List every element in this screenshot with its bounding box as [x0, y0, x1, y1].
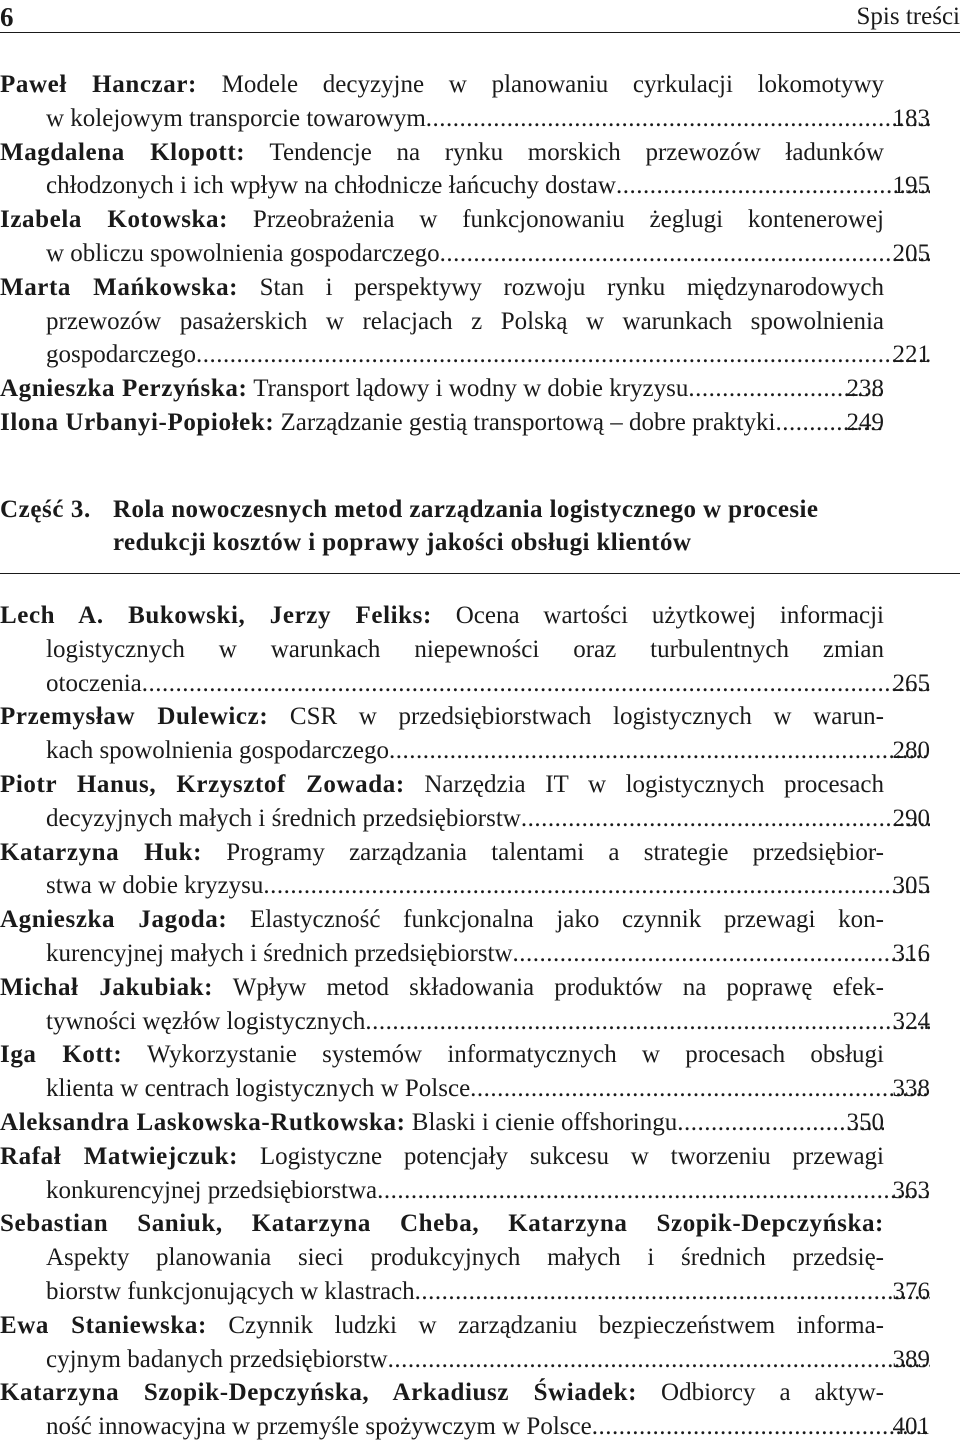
toc-entry-line	[0, 1072, 930, 1106]
entry-author: Rafał Matwiejczuk:	[0, 1142, 239, 1170]
leader-dots	[365, 1005, 930, 1039]
entry-title: w kolejowym transporcie towarowym	[46, 104, 426, 132]
leader-dots	[263, 869, 930, 903]
toc-entry[interactable]	[0, 599, 960, 700]
entry-page-number: 305	[892, 872, 930, 900]
entry-title: tywności węzłów logistycznych	[46, 1007, 366, 1035]
toc-entry[interactable]	[0, 903, 960, 971]
entry-author: Lech A. Bukowski, Jerzy Feliks:	[0, 602, 432, 629]
entry-title: Narzędzia IT w logistycznych procesach	[404, 770, 884, 798]
entry-page-number: 205	[892, 239, 930, 267]
entry-author: Katarzyna Huk:	[0, 838, 203, 866]
toc-entry-line	[0, 102, 930, 136]
entry-title: kach spowolnienia gospodarczego	[46, 737, 389, 765]
entry-page-number: 376	[892, 1277, 930, 1305]
toc-entry[interactable]	[0, 836, 960, 904]
entry-title: ność innowacyjna w przemyśle spożywczym w Polsce	[46, 1413, 592, 1441]
header-rule	[0, 32, 960, 33]
entry-author: Izabela Kotowska:	[0, 206, 229, 234]
entry-title: w obliczu spowolnienia gospodarczego	[46, 239, 440, 267]
toc-entry-line	[0, 633, 884, 667]
entry-page-number: 195	[892, 172, 930, 200]
toc-entry-line	[0, 734, 930, 768]
entry-title: Blaski i cienie offshoringu	[405, 1108, 678, 1136]
entry-title: stwa w dobie kryzysu	[46, 872, 264, 900]
part-label: Część 3.	[0, 496, 91, 523]
entry-title: Programy zarządzania talentami a strategie przedsiębior-	[202, 838, 884, 866]
entry-author: Marta Mańkowska:	[0, 273, 239, 301]
entry-author: Agnieszka Jagoda:	[0, 906, 228, 934]
toc-entry-line	[0, 1410, 930, 1444]
toc-entry[interactable]	[0, 1106, 960, 1140]
toc-entry[interactable]	[0, 271, 960, 372]
toc-entry[interactable]	[0, 1309, 960, 1377]
leader-dots	[196, 338, 930, 372]
entry-page-number: 290	[892, 804, 930, 832]
entry-title: Elastyczność funkcjonalna jako czynnik przewagi kon-	[227, 906, 884, 934]
entry-title: cyjnym badanych przedsiębiorstw	[46, 1345, 388, 1373]
page-header	[0, 0, 960, 34]
part-heading	[0, 493, 960, 593]
entry-title: chłodzonych i ich wpływ na chłodnicze łańcuchy dostaw	[46, 172, 616, 200]
toc-entry-line	[0, 1309, 884, 1343]
toc-entry-line	[0, 971, 884, 1005]
entry-title: Aspekty planowania sieci produkcyjnych małych i średnich przedsię-	[46, 1244, 884, 1272]
entry-title: Przeobrażenia w funkcjonowaniu żeglugi kontenerowej	[228, 206, 884, 234]
entry-title: otoczenia	[46, 669, 142, 697]
entry-author: Piotr Hanus, Krzysztof Zowada:	[0, 770, 405, 798]
toc-section-part3	[0, 599, 960, 1444]
entry-title: Logistyczne potencjały sukcesu w tworzeniu przewagi	[238, 1142, 884, 1170]
toc-entry[interactable]	[0, 406, 960, 440]
toc-entry[interactable]	[0, 768, 960, 836]
toc-entry[interactable]	[0, 1140, 960, 1208]
toc-entry-line	[0, 271, 884, 305]
entry-title: gospodarczego	[46, 341, 196, 369]
leader-dots	[389, 734, 930, 768]
toc-entry[interactable]	[0, 136, 960, 204]
toc-entry-line	[0, 1140, 884, 1174]
part-title	[113, 493, 913, 559]
toc-entry[interactable]	[0, 1376, 960, 1444]
toc-entry-line	[0, 1343, 930, 1377]
entry-page-number: 363	[892, 1176, 930, 1204]
entry-title: logistycznych w warunkach niepewności oraz turbulentnych zmian	[46, 635, 884, 663]
toc-entry-line	[0, 1275, 930, 1309]
entry-title: biorstw funkcjonujących w klastrach	[46, 1277, 415, 1305]
toc-entry-line	[0, 1241, 884, 1275]
toc-entry-line	[0, 667, 930, 701]
entry-page-number: 350	[846, 1108, 884, 1136]
entry-title: Wpływ metod składowania produktów na poprawę efek-	[213, 973, 884, 1001]
entry-page-number: 238	[846, 375, 884, 403]
toc-entry-line	[0, 1376, 884, 1410]
entry-title: decyzyjnych małych i średnich przedsiębiorstw	[46, 804, 521, 832]
toc-entry-line	[0, 372, 884, 406]
entry-title: Odbiorcy a aktyw-	[637, 1379, 884, 1407]
entry-page-number: 280	[892, 737, 930, 765]
toc-entry-line	[0, 169, 930, 203]
toc-entry-line	[0, 903, 884, 937]
entry-author: Michał Jakubiak:	[0, 973, 214, 1001]
toc-entry[interactable]	[0, 700, 960, 768]
leader-dots	[415, 1275, 930, 1309]
toc-entry[interactable]	[0, 1038, 960, 1106]
part-rule	[0, 573, 960, 574]
toc-entry-line	[0, 68, 884, 102]
toc-entry-line	[0, 203, 884, 237]
toc-entry-line	[0, 768, 884, 802]
entry-title: Wykorzystanie systemów informatycznych w procesach obsługi	[122, 1041, 884, 1069]
toc-entry[interactable]	[0, 68, 960, 136]
entry-title: konkurencyjnej przedsiębiorstwa	[46, 1176, 378, 1204]
entry-title: Modele decyzyjne w planowaniu cyrkulacji lokomotywy	[196, 71, 884, 98]
entry-author: Ewa Staniewska:	[0, 1311, 207, 1339]
page-number: 6	[0, 2, 14, 32]
toc-entry-line	[0, 836, 884, 870]
entry-page-number: 316	[892, 939, 930, 967]
toc-entry-line	[0, 937, 930, 971]
toc-entry-line	[0, 802, 930, 836]
entry-title: klienta w centrach logistycznych w Polsce	[46, 1075, 471, 1103]
toc-entry-line	[0, 406, 884, 440]
entry-page-number: 249	[846, 408, 884, 436]
toc-entry-line	[0, 869, 930, 903]
entry-title: przewozów pasażerskich w relacjach z Polską w warunkach spowolnienia	[46, 307, 884, 335]
entry-author: Sebastian Saniuk, Katarzyna Cheba, Katarzyna Szopik-Depczyńska:	[0, 1210, 884, 1238]
entry-page-number: 221	[892, 341, 930, 369]
entry-author: Agnieszka Perzyńska:	[0, 375, 248, 403]
entry-page-number: 401	[892, 1413, 930, 1441]
entry-title: Stan i perspektywy rozwoju rynku międzynarodowych	[238, 273, 884, 301]
entry-title: Czynnik ludzki w zarządzaniu bezpieczeństwem informa-	[206, 1311, 884, 1339]
toc-entry[interactable]	[0, 1207, 960, 1308]
leader-dots	[377, 1174, 930, 1208]
leader-dots	[426, 102, 930, 136]
part-title-line: Rola nowoczesnych metod zarządzania logistycznego w procesie	[113, 496, 819, 523]
leader-dots	[388, 1343, 930, 1377]
toc-entry[interactable]	[0, 971, 960, 1039]
entry-title: kurencyjnej małych i średnich przedsiębiorstw	[46, 939, 513, 967]
toc-entry-line	[0, 1038, 884, 1072]
toc-entry[interactable]	[0, 372, 960, 406]
entry-author: Magdalena Klopott:	[0, 138, 246, 166]
entry-title: CSR w przedsiębiorstwach logistycznych w warun-	[268, 703, 884, 731]
toc-entry-line	[0, 1106, 884, 1140]
entry-page-number: 389	[892, 1345, 930, 1373]
toc-entry-line	[0, 1005, 930, 1039]
entry-title: Transport lądowy i wodny w dobie kryzysu	[247, 375, 689, 403]
toc-entry-line	[0, 1174, 930, 1208]
entry-author: Paweł Hanczar:	[0, 71, 197, 98]
toc-section-part2	[0, 68, 960, 440]
entry-author: Ilona Urbanyi-Popiołek:	[0, 408, 275, 436]
entry-author: Katarzyna Szopik-Depczyńska, Arkadiusz Świadek:	[0, 1379, 638, 1407]
toc-entry-line	[0, 237, 930, 271]
entry-page-number: 183	[892, 104, 930, 132]
toc-entry-line	[0, 700, 884, 734]
toc-entry-line	[0, 305, 884, 339]
entry-author: Iga Kott:	[0, 1041, 123, 1069]
toc-entry[interactable]	[0, 203, 960, 271]
entry-author: Przemysław Dulewicz:	[0, 703, 269, 731]
entry-page-number: 324	[892, 1007, 930, 1035]
toc-entry-line	[0, 136, 884, 170]
entry-page-number: 338	[892, 1075, 930, 1103]
entry-page-number: 265	[892, 669, 930, 697]
running-title: Spis treści	[856, 3, 960, 30]
leader-dots	[142, 667, 930, 701]
toc-entry-line	[0, 1207, 884, 1241]
toc-entry-line	[0, 338, 930, 372]
leader-dots	[440, 237, 930, 271]
entry-title: Tendencje na rynku morskich przewozów ładunków	[245, 138, 884, 166]
entry-title: Zarządzanie gestią transportową – dobre praktyki	[274, 408, 776, 436]
entry-title: Ocena wartości użytkowej informacji	[431, 602, 884, 629]
part-title-line: redukcji kosztów i poprawy jakości obsługi klientów	[113, 529, 692, 556]
entry-author: Aleksandra Laskowska-Rutkowska:	[0, 1108, 406, 1136]
toc-entry-line	[0, 599, 884, 633]
